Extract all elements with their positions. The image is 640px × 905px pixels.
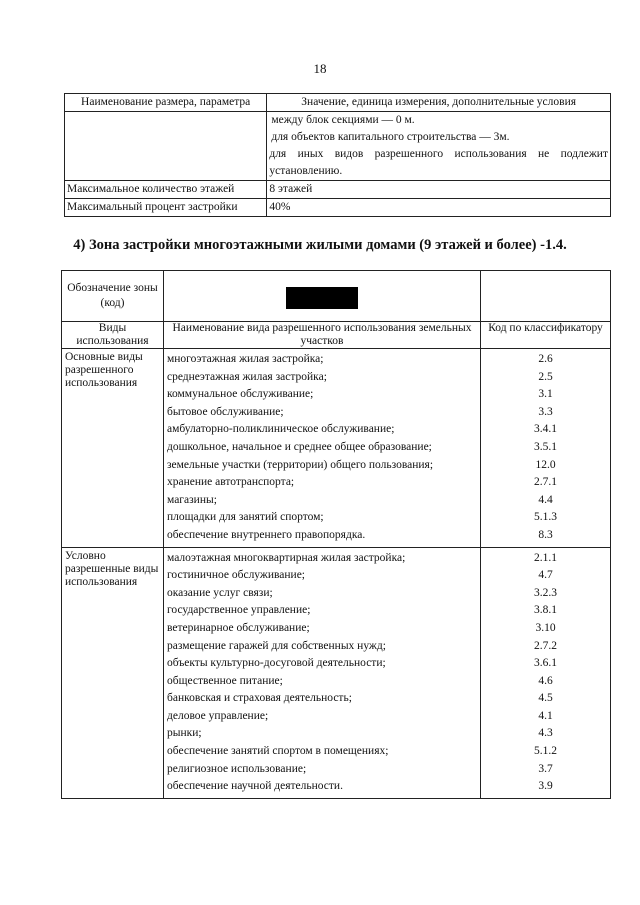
main-uses-codes — [481, 349, 611, 548]
section-heading: 4) Зона застройки многоэтажными жилыми домами (9 этажей и более) -1.4. — [73, 237, 567, 253]
use-code: 3.8.1 — [534, 604, 557, 617]
main-uses-names — [164, 349, 481, 548]
setback-row — [65, 112, 611, 181]
use-code: 3.4.1 — [534, 423, 557, 436]
use-code: 2.5 — [538, 370, 553, 383]
use-name: коммунальное обслуживание; — [167, 388, 314, 401]
use-code: 4.3 — [538, 727, 553, 740]
use-name: дошкольное, начальное и среднее общее образование; — [167, 440, 432, 453]
use-code: 2.6 — [538, 353, 553, 365]
header-use-name: Наименование вида разрешенного использования земельных участков — [164, 322, 481, 349]
use-code: 3.9 — [538, 780, 553, 793]
use-code: 4.1 — [538, 709, 553, 722]
use-name: обеспечение внутреннего правопорядка. — [167, 528, 366, 541]
zone-code-empty-cell — [481, 271, 611, 322]
use-name: оказание услуг связи; — [167, 586, 273, 599]
max-coverage-value: 40% — [267, 199, 611, 217]
zone-code-cell — [164, 271, 481, 322]
main-uses-category: Основные виды разрешенного использования — [62, 349, 164, 548]
setback-value-cell — [267, 112, 611, 181]
use-code: 2.7.2 — [534, 639, 557, 652]
use-name: банковская и страховая деятельность; — [167, 692, 352, 705]
use-name: земельные участки (территории) общего пользования; — [167, 458, 434, 471]
value-line: для объектов капитального строительства — 3м. — [271, 131, 510, 143]
use-name: религиозное использование; — [167, 762, 307, 775]
use-name: обеспечение научной деятельности. — [167, 780, 343, 793]
use-name: рынки; — [167, 727, 202, 740]
use-code: 4.5 — [538, 692, 553, 705]
use-code: 3.10 — [535, 621, 556, 634]
value-line: установлению. — [269, 165, 343, 177]
use-code: 3.3 — [538, 405, 553, 418]
use-name: деловое управление; — [167, 709, 269, 722]
use-name: среднеэтажная жилая застройка; — [167, 370, 327, 383]
header-kind: Виды использования — [62, 322, 164, 349]
use-name: обеспечение занятий спортом в помещениях; — [167, 745, 389, 758]
land-use-table — [61, 270, 611, 799]
use-name: магазины; — [167, 493, 217, 506]
max-coverage-name: Максимальный процент застройки — [65, 199, 267, 217]
use-code: 3.5.1 — [534, 440, 557, 453]
use-code: 3.7 — [538, 762, 553, 775]
use-name: бытовое обслуживание; — [167, 405, 284, 418]
use-name: многоэтажная жилая застройка; — [167, 353, 324, 365]
value-line: для иных видов разрешенного использования не подлежит — [269, 148, 608, 160]
zone-code-label: Обозначение зоны (код) — [62, 271, 164, 322]
conditional-uses-group — [62, 547, 611, 798]
use-code: 12.0 — [535, 458, 556, 471]
value-line: между блок секциями — 0 м. — [271, 114, 415, 126]
use-name: амбулаторно-поликлиническое обслуживание; — [167, 423, 395, 436]
use-code: 2.7.1 — [534, 476, 557, 489]
use-name: государственное управление; — [167, 604, 311, 617]
max-floors-row — [65, 181, 611, 199]
max-floors-name: Максимальное количество этажей — [65, 181, 267, 199]
use-code: 2.1.1 — [534, 551, 557, 564]
use-code: 5.1.3 — [534, 511, 557, 524]
zone-code-row — [62, 271, 611, 322]
use-name: ветеринарное обслуживание; — [167, 621, 310, 634]
conditional-uses-codes — [481, 547, 611, 798]
use-name: гостиничное обслуживание; — [167, 569, 305, 582]
redacted-block — [286, 287, 358, 309]
conditional-uses-category: Условно разрешенные виды использования — [62, 547, 164, 798]
conditional-uses-names — [164, 547, 481, 798]
setback-name-cell — [65, 112, 267, 181]
use-code: 3.2.3 — [534, 586, 557, 599]
use-code: 8.3 — [538, 528, 553, 541]
max-coverage-row — [65, 199, 611, 217]
use-name: площадки для занятий спортом; — [167, 511, 324, 524]
header-parameter: Наименование размера, параметра — [65, 94, 267, 112]
parameters-table — [64, 93, 611, 217]
use-code: 5.1.2 — [534, 745, 557, 758]
land-use-header-row — [62, 322, 611, 349]
use-code: 4.6 — [538, 674, 553, 687]
use-name: общественное питание; — [167, 674, 283, 687]
use-name: объекты культурно-досуговой деятельности; — [167, 657, 386, 670]
max-floors-value: 8 этажей — [267, 181, 611, 199]
use-name: малоэтажная многоквартирная жилая застройка; — [167, 551, 406, 564]
use-code: 3.1 — [538, 388, 553, 401]
use-name: размещение гаражей для собственных нужд; — [167, 639, 386, 652]
use-code: 4.4 — [538, 493, 553, 506]
parameters-table-header — [65, 94, 611, 112]
header-code: Код по классификатору — [481, 322, 611, 349]
main-uses-group — [62, 349, 611, 548]
use-name: хранение автотранспорта; — [167, 476, 295, 489]
page-number: 18 — [313, 61, 327, 76]
use-code: 4.7 — [538, 569, 553, 582]
header-value: Значение, единица измерения, дополнительные условия — [267, 94, 611, 112]
use-code: 3.6.1 — [534, 657, 557, 670]
